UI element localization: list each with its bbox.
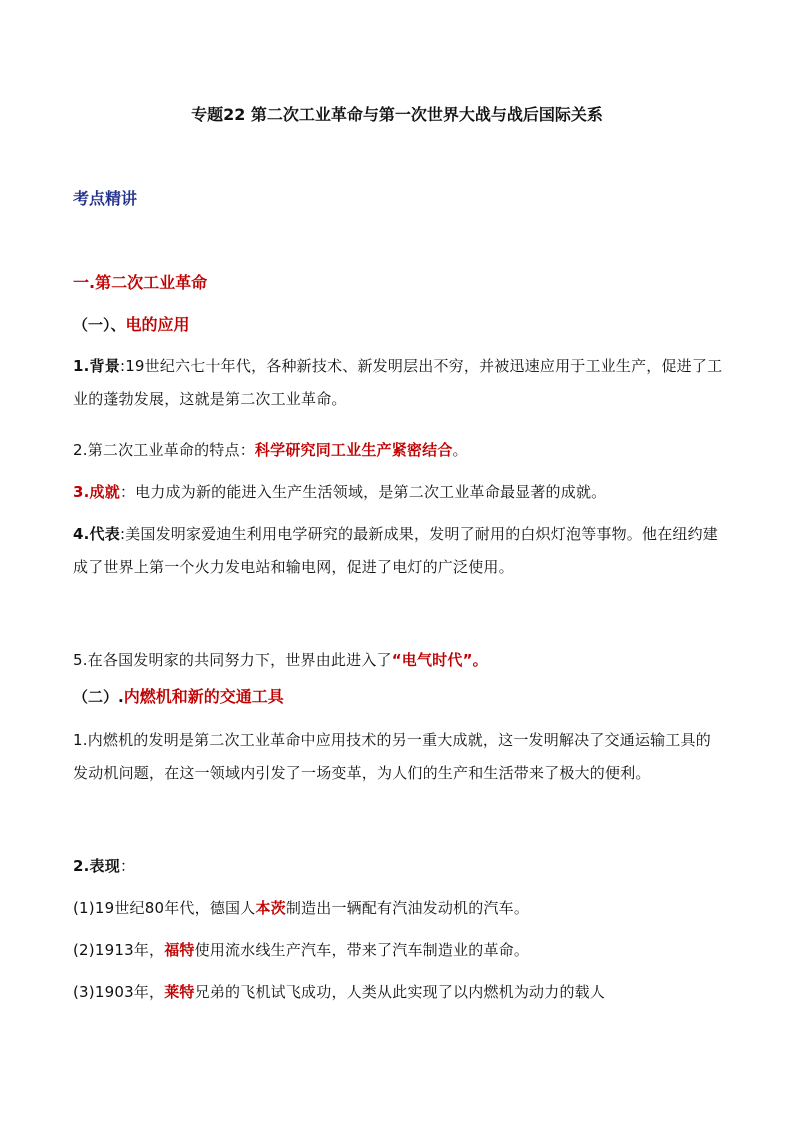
paragraph-electric-age [73, 644, 725, 677]
item-label: 4.代表 [73, 525, 120, 543]
paragraph-representative [73, 518, 725, 584]
paragraph-achievement [73, 476, 725, 509]
paragraph-features [73, 434, 725, 467]
item-text: :19世纪六七十年代，各种新技术、新发明层出不穷，并被迅速应用于工业生产，促进了工业的蓬勃发展，这就是第二次工业革命。 [73, 357, 723, 408]
subsection-heading-electricity [73, 314, 728, 336]
item-text: (3)1903年， [73, 983, 165, 1001]
list-item-benz [73, 892, 725, 925]
subsection-heading-engine [73, 686, 728, 708]
subsection-prefix: （一）、 [73, 316, 126, 334]
subsection-title: 电的应用 [125, 315, 190, 334]
item-label: 2.表现 [73, 857, 120, 875]
paragraph-manifestation [73, 850, 725, 883]
item-label: 3.成就 [73, 483, 120, 501]
kaodian-heading: 考点精讲 [73, 189, 138, 208]
item-text: 5.在各国发明家的共同努力下，世界由此进入了 [73, 651, 392, 669]
list-item-wright [73, 976, 725, 1009]
subsection-prefix: （二）. [73, 688, 124, 706]
item-highlight: 福特 [164, 941, 195, 959]
item-text: (1)19世纪80年代，德国人 [73, 899, 256, 917]
section-heading-industrial-revolution: 一.第二次工业革命 [73, 273, 208, 292]
item-text: ：电力成为新的能进入生产生活领域，是第二次工业革命最显著的成就。 [119, 483, 607, 501]
item-text-end: 制造出一辆配有汽油发动机的汽车。 [285, 899, 530, 917]
item-highlight: 本茨 [255, 899, 286, 917]
item-text-end: 。 [452, 441, 468, 459]
subsection-title: 内燃机和新的交通工具 [123, 687, 284, 706]
paragraph-background [73, 350, 725, 416]
item-text-end: 使用流水线生产汽车，带来了汽车制造业的革命。 [194, 941, 530, 959]
item-text-end: 兄弟的飞机试飞成功，人类从此实现了以内燃机为动力的载人 [194, 983, 606, 1001]
item-colon: ： [119, 857, 136, 875]
item-highlight: 科学研究同工业生产紧密结合 [254, 441, 453, 459]
item-text: 1.内燃机的发明是第二次工业革命中应用技术的另一重大成就，这一发明解决了交通运输工具的发动机问题，在这一领域内引发了一场变革，为人们的生产和生活带来了极大的便利。 [73, 731, 711, 782]
item-highlight: “电气时代”。 [391, 651, 488, 669]
list-item-ford [73, 934, 725, 967]
paragraph-engine-invention [73, 724, 725, 790]
page-title: 专题22 第二次工业革命与第一次世界大战与战后国际关系 [191, 105, 603, 124]
item-text: (2)1913年， [73, 941, 165, 959]
item-text: 2.第二次工业革命的特点： [73, 441, 255, 459]
item-text: :美国发明家爱迪生利用电学研究的最新成果，发明了耐用的白炽灯泡等事物。他在纽约建成了世界上第一个火力发电站和输电网，促进了电灯的广泛使用。 [73, 525, 718, 576]
item-highlight: 莱特 [164, 983, 195, 1001]
item-label: 1.背景 [73, 357, 120, 375]
